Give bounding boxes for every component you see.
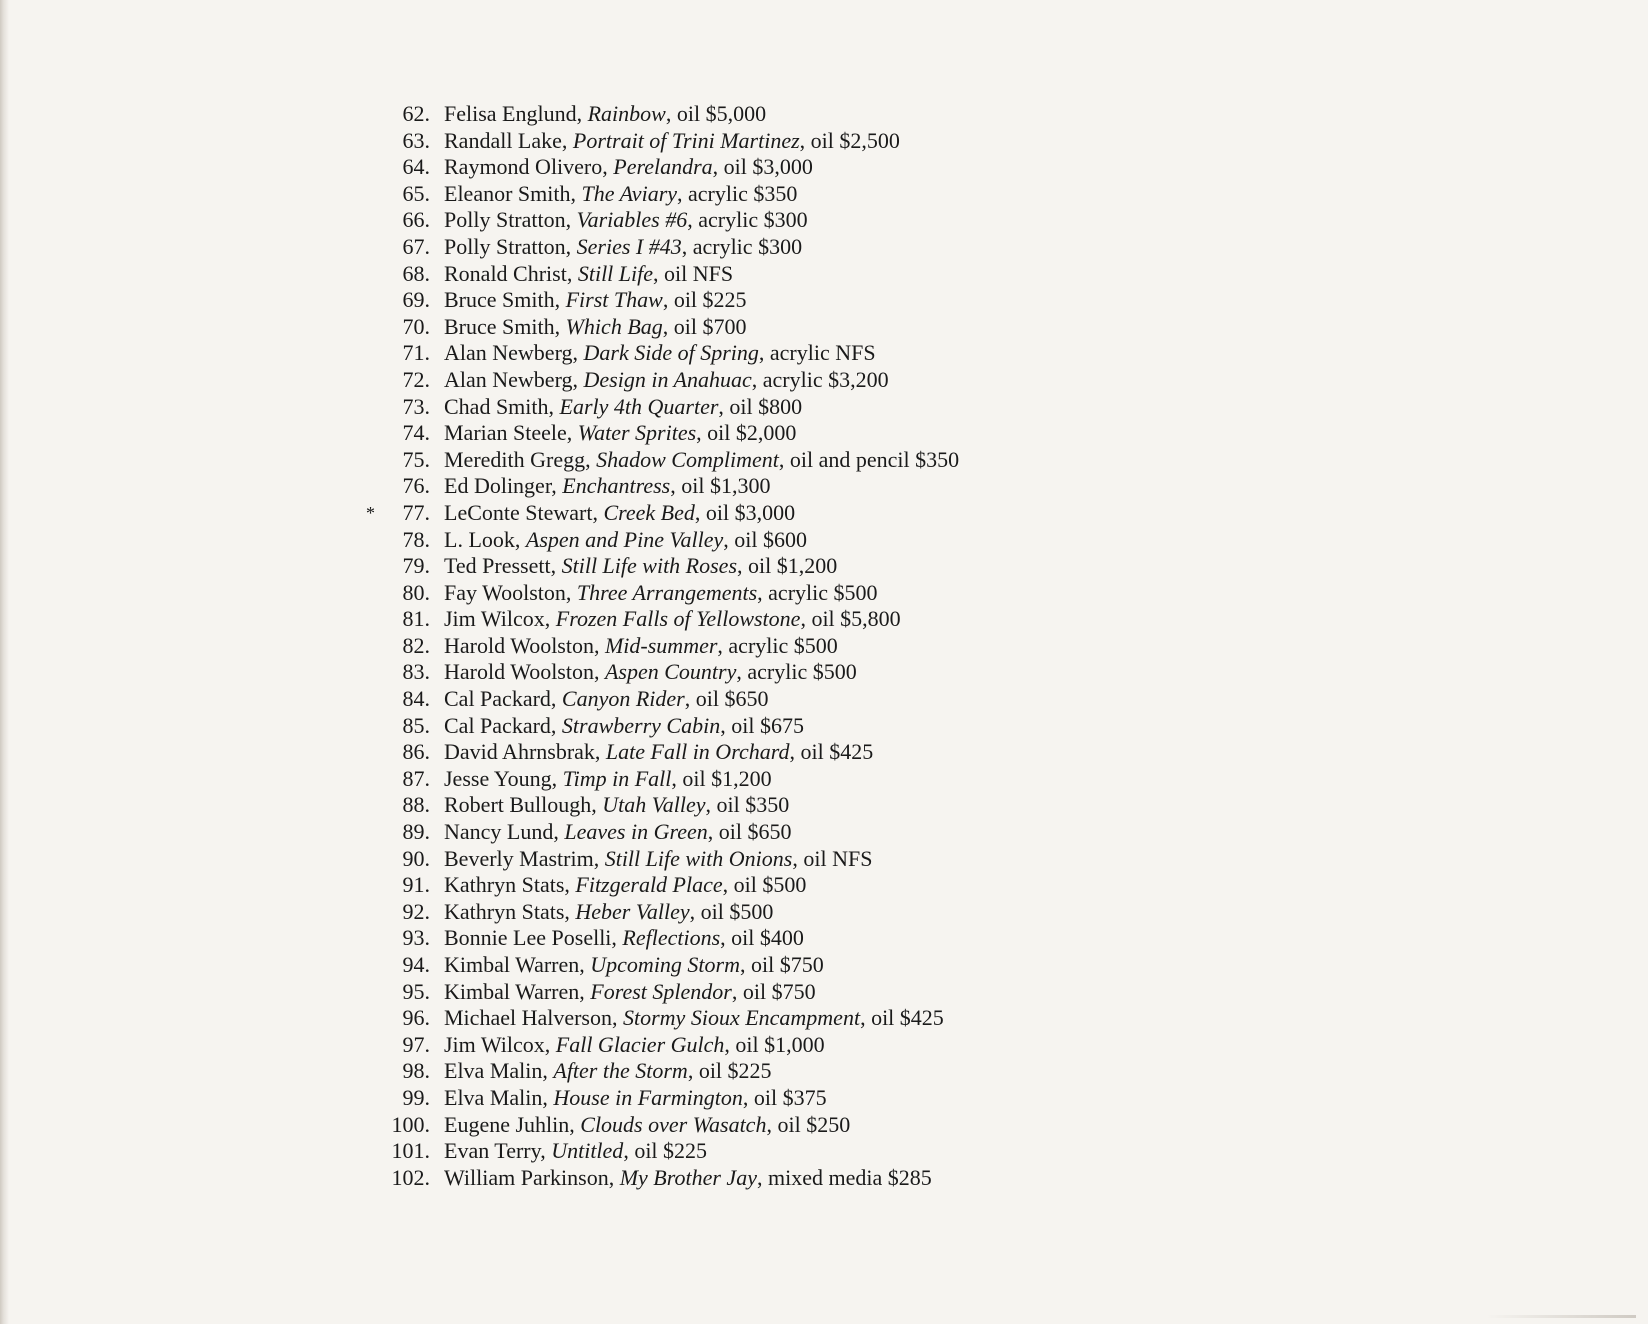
entry-title: Design in Anahuac xyxy=(583,366,752,392)
entry-price: $1,200 xyxy=(711,765,772,791)
entry-medium: oil xyxy=(800,739,824,765)
entry-title: Untitled xyxy=(551,1138,624,1164)
entry-price: $1,200 xyxy=(776,553,838,579)
entry-price: $3,200 xyxy=(828,366,889,392)
entry-price: $1,000 xyxy=(764,1031,825,1057)
entry-number: 66. xyxy=(402,207,430,233)
entry-artist: Meredith Gregg xyxy=(444,446,586,472)
entry-artist: Nancy Lund xyxy=(444,819,554,845)
entry-price: $425 xyxy=(829,739,874,765)
catalog-entry: 93. Bonnie Lee Poselli, Reflections, oil $400 xyxy=(380,925,1380,952)
entry-title: Series I #43 xyxy=(576,233,682,259)
entry-number: 96. xyxy=(402,1005,430,1031)
entry-title: Still Life xyxy=(577,260,654,286)
entry-medium: acrylic xyxy=(769,340,830,366)
entry-number: 63. xyxy=(402,127,430,153)
entry-price: $425 xyxy=(899,1005,944,1031)
catalog-entry: 64. Raymond Olivero, Perelandra, oil $3,000 xyxy=(380,154,1380,181)
entry-number: 94. xyxy=(402,952,430,977)
catalog-entry: 98. Elva Malin, After the Storm, oil $225 xyxy=(380,1058,1380,1085)
entry-price: $300 xyxy=(758,233,803,259)
entry-number: 87. xyxy=(402,765,430,791)
entry-title: Variables #6 xyxy=(576,207,688,233)
entry-artist: Eugene Juhlin xyxy=(444,1111,570,1137)
catalog-entry: 81. Jim Wilcox, Frozen Falls of Yellowstone, oil $5,800 xyxy=(380,606,1380,633)
entry-artist: Ted Pressett xyxy=(444,553,551,579)
entry-artist: L. Look xyxy=(444,526,515,552)
entry-medium: oil xyxy=(634,1138,658,1164)
entry-artist: Harold Woolston xyxy=(444,659,594,685)
entry-artist: Kimbal Warren xyxy=(444,952,580,977)
entry-price: $400 xyxy=(759,925,804,951)
entry-title: Timp in Fall xyxy=(562,765,672,791)
entry-artist: David Ahrnsbrak xyxy=(444,739,595,765)
entry-title: My Brother Jay xyxy=(619,1164,757,1190)
entry-artist: Ronald Christ xyxy=(444,260,567,286)
entry-title: Aspen and Pine Valley xyxy=(525,526,724,552)
entry-number: 100. xyxy=(391,1111,430,1137)
entry-price: $1,300 xyxy=(709,473,771,499)
entry-medium: oil xyxy=(716,792,740,818)
catalog-entry-list xyxy=(366,101,1380,1191)
entry-artist: Kimbal Warren xyxy=(444,978,580,1004)
entry-title: Water Sprites xyxy=(577,420,697,446)
entry-medium: oil and pencil xyxy=(789,446,910,472)
catalog-entry: 90. Beverly Mastrim, Still Life with Onions, oil NFS xyxy=(380,846,1380,873)
entry-artist: Cal Packard xyxy=(444,712,551,738)
catalog-entry: 78. L. Look, Aspen and Pine Valley, oil $600 xyxy=(380,527,1380,554)
entry-price: $375 xyxy=(782,1084,827,1110)
entry-number: 95. xyxy=(402,978,430,1004)
catalog-entry: 84. Cal Packard, Canyon Rider, oil $650 xyxy=(380,686,1380,713)
catalog-entry: 66. Polly Stratton, Variables #6, acrylic $300 xyxy=(380,207,1380,234)
catalog-entry: 68. Ronald Christ, Still Life, oil NFS xyxy=(380,261,1380,288)
catalog-entry: 82. Harold Woolston, Mid-summer, acrylic $500 xyxy=(380,633,1380,660)
catalog-entry: 76. Ed Dolinger, Enchantress, oil $1,300 xyxy=(380,473,1380,500)
entry-price: $250 xyxy=(806,1111,851,1137)
catalog-entry: 88. Robert Bullough, Utah Valley, oil $350 xyxy=(380,792,1380,819)
entry-medium: oil xyxy=(682,765,706,791)
entry-number: 75. xyxy=(402,446,430,472)
catalog-entry: 72. Alan Newberg, Design in Anahuac, acrylic $3,200 xyxy=(380,367,1380,394)
entry-title: Portrait of Trini Martinez xyxy=(572,127,800,153)
entry-number: 102. xyxy=(391,1164,430,1190)
entry-artist: Beverly Mastrim xyxy=(444,845,594,871)
page-binding-edge xyxy=(0,0,9,1324)
entry-medium: oil xyxy=(871,1005,895,1031)
entry-price: $650 xyxy=(724,686,769,712)
entry-number: 89. xyxy=(402,819,430,845)
entry-price: $225 xyxy=(727,1058,772,1084)
entry-title: Still Life with Roses xyxy=(561,553,738,579)
entry-title: Canyon Rider xyxy=(561,686,685,712)
entry-number: 84. xyxy=(402,686,430,712)
entry-medium: oil xyxy=(681,473,705,499)
entry-title: Three Arrangements xyxy=(576,579,758,605)
catalog-entry: 83. Harold Woolston, Aspen Country, acrylic $500 xyxy=(380,659,1380,686)
entry-number: 64. xyxy=(402,154,430,180)
entry-artist: LeConte Stewart xyxy=(444,499,593,525)
entry-medium: oil xyxy=(695,686,719,712)
entry-artist: Jesse Young xyxy=(444,765,552,791)
entry-price: $500 xyxy=(793,632,838,658)
entry-artist: Fay Woolston xyxy=(444,579,566,605)
catalog-entry: 71. Alan Newberg, Dark Side of Spring, acrylic NFS xyxy=(380,340,1380,367)
entry-artist: Felisa Englund xyxy=(444,101,577,126)
entry-number: 97. xyxy=(402,1031,430,1057)
entry-medium: oil xyxy=(751,952,775,977)
entry-price: $350 xyxy=(753,180,798,206)
entry-artist: Cal Packard xyxy=(444,686,551,712)
entry-title: Forest Splendor xyxy=(590,978,732,1004)
entry-medium: oil xyxy=(731,925,755,951)
entry-price: $500 xyxy=(833,579,878,605)
entry-number: 90. xyxy=(402,845,430,871)
entry-price: $700 xyxy=(702,313,747,339)
entry-price: $2,500 xyxy=(839,127,900,153)
entry-price: $750 xyxy=(779,952,824,977)
entry-price: NFS xyxy=(832,845,873,871)
entry-title: Upcoming Storm xyxy=(590,952,740,977)
catalog-entry: 74. Marian Steele, Water Sprites, oil $2,000 xyxy=(380,420,1380,447)
catalog-entry: 100. Eugene Juhlin, Clouds over Wasatch, oil $250 xyxy=(380,1112,1380,1139)
entry-price: $500 xyxy=(729,898,774,924)
entry-number: 93. xyxy=(402,925,430,951)
entry-medium: oil xyxy=(753,1084,778,1110)
entry-artist: Harold Woolston xyxy=(444,632,594,658)
catalog-entry: 70. Bruce Smith, Which Bag, oil $700 xyxy=(380,314,1380,341)
entry-price: $675 xyxy=(759,712,804,738)
catalog-entry: 62. Felisa Englund, Rainbow, oil $5,000 xyxy=(380,101,1380,128)
catalog-entry: 79. Ted Pressett, Still Life with Roses, oil $1,200 xyxy=(380,553,1380,580)
entry-number: 88. xyxy=(402,792,430,818)
entry-title: Stormy Sioux Encampment xyxy=(623,1005,861,1031)
entry-artist: Kathryn Stats xyxy=(444,872,565,898)
entry-medium: oil xyxy=(700,898,724,924)
entry-medium: oil xyxy=(803,845,827,871)
catalog-entry: 87. Jesse Young, Timp in Fall, oil $1,200 xyxy=(380,766,1380,793)
entry-number: 73. xyxy=(402,393,430,419)
catalog-entry: 73. Chad Smith, Early 4th Quarter, oil $800 xyxy=(380,394,1380,421)
entry-title: Early 4th Quarter xyxy=(559,393,719,419)
entry-price: NFS xyxy=(835,340,876,366)
entry-medium: oil xyxy=(664,260,688,286)
catalog-entry: 67. Polly Stratton, Series I #43, acrylic $300 xyxy=(380,234,1380,261)
entry-artist: Michael Halverson xyxy=(444,1005,612,1031)
entry-asterisk-marker: * xyxy=(366,502,375,523)
entry-title: Perelandra xyxy=(613,154,713,180)
entry-title: The Aviary xyxy=(581,180,678,206)
entry-medium: acrylic xyxy=(692,233,753,259)
entry-medium: acrylic xyxy=(747,659,808,685)
entry-price: $3,000 xyxy=(752,154,813,180)
entry-artist: Polly Stratton xyxy=(444,233,566,259)
entry-artist: Marian Steele xyxy=(444,420,567,446)
catalog-entry: 69. Bruce Smith, First Thaw, oil $225 xyxy=(380,287,1380,314)
entry-title: Dark Side of Spring xyxy=(583,340,759,366)
entry-number: 78. xyxy=(402,526,430,552)
entry-number: 74. xyxy=(402,420,430,446)
entry-artist: Elva Malin xyxy=(444,1084,543,1110)
entry-price: $5,800 xyxy=(840,606,901,632)
entry-artist: Bonnie Lee Poselli xyxy=(444,925,612,951)
catalog-entry: 63. Randall Lake, Portrait of Trini Martinez, oil $2,500 xyxy=(380,128,1380,155)
entry-title: Mid-summer xyxy=(604,632,718,658)
entry-number: 83. xyxy=(402,659,430,685)
entry-medium: oil xyxy=(676,101,701,126)
entry-price: $350 xyxy=(915,446,960,472)
entry-number: 80. xyxy=(402,579,430,605)
entry-artist: Kathryn Stats xyxy=(444,898,565,924)
entry-title: First Thaw xyxy=(565,287,663,313)
entry-artist: Evan Terry xyxy=(444,1138,541,1164)
entry-title: Fall Glacier Gulch xyxy=(555,1031,725,1057)
entry-medium: acrylic xyxy=(728,632,789,658)
entry-number: 77. xyxy=(402,499,430,525)
entry-medium: oil xyxy=(810,127,834,153)
entry-artist: Ed Dolinger xyxy=(444,473,552,499)
catalog-entry: 80. Fay Woolston, Three Arrangements, acrylic $500 xyxy=(380,580,1380,607)
entry-medium: oil xyxy=(748,553,772,579)
entry-number: 79. xyxy=(402,553,430,579)
entry-number: 81. xyxy=(402,606,430,632)
entry-medium: oil xyxy=(742,978,767,1004)
entry-artist: Alan Newberg xyxy=(444,366,573,392)
entry-price: $350 xyxy=(745,792,790,818)
entry-title: Heber Valley xyxy=(575,898,690,924)
entry-price: $2,000 xyxy=(735,420,797,446)
entry-price: $600 xyxy=(762,526,807,552)
catalog-entry: 94. Kimbal Warren, Upcoming Storm, oil $750 xyxy=(380,952,1380,979)
entry-artist: Bruce Smith xyxy=(444,313,555,339)
entry-number: 69. xyxy=(402,287,430,313)
entry-medium: oil xyxy=(733,872,757,898)
catalog-entry: 86. David Ahrnsbrak, Late Fall in Orchard, oil $425 xyxy=(380,739,1380,766)
entry-number: 62. xyxy=(402,101,430,126)
catalog-entry: 102. William Parkinson, My Brother Jay, mixed media $285 xyxy=(380,1165,1380,1192)
entry-title: Frozen Falls of Yellowstone xyxy=(555,606,801,632)
catalog-entry: 75. Meredith Gregg, Shadow Compliment, oil and pencil $350 xyxy=(380,447,1380,474)
catalog-entry: 95. Kimbal Warren, Forest Splendor, oil $750 xyxy=(380,979,1380,1006)
entry-number: 82. xyxy=(402,632,430,658)
entry-price: $650 xyxy=(747,819,792,845)
catalog-entry: 97. Jim Wilcox, Fall Glacier Gulch, oil $1,000 xyxy=(380,1032,1380,1059)
entry-medium: oil xyxy=(723,154,747,180)
entry-title: Enchantress xyxy=(562,473,671,499)
entry-artist: Alan Newberg xyxy=(444,340,573,366)
catalog-entry: 85. Cal Packard, Strawberry Cabin, oil $675 xyxy=(380,713,1380,740)
entry-price: $285 xyxy=(887,1164,932,1190)
entry-price: $300 xyxy=(763,207,808,233)
entry-medium: oil xyxy=(811,606,835,632)
entry-number: 98. xyxy=(402,1058,430,1084)
entry-title: Reflections xyxy=(622,925,721,951)
catalog-entry: * 77. LeConte Stewart, Creek Bed, oil $3,000 xyxy=(366,499,796,525)
entry-title: Aspen Country xyxy=(604,659,737,685)
entry-title: Leaves in Green xyxy=(564,819,708,845)
entry-medium: acrylic xyxy=(762,366,823,392)
entry-title: Clouds over Wasatch xyxy=(580,1111,767,1137)
entry-number: 85. xyxy=(402,712,430,738)
catalog-entry: 99. Elva Malin, House in Farmington, oil $375 xyxy=(380,1085,1380,1112)
entry-medium: oil xyxy=(729,393,753,419)
entry-artist: Jim Wilcox xyxy=(444,606,545,632)
entry-artist: Randall Lake xyxy=(444,127,562,153)
entry-number: 70. xyxy=(402,313,430,339)
entry-price: $3,000 xyxy=(734,499,796,525)
entry-title: Creek Bed xyxy=(603,499,695,525)
catalog-entry: 96. Michael Halverson, Stormy Sioux Encampment, oil $425 xyxy=(380,1005,1380,1032)
entry-number: 72. xyxy=(402,366,430,392)
entry-artist: Polly Stratton xyxy=(444,207,566,233)
entry-medium: oil xyxy=(731,712,755,738)
entry-medium: oil xyxy=(735,1031,759,1057)
entry-title: Fitzgerald Place xyxy=(575,872,723,898)
entry-number: 71. xyxy=(402,340,430,366)
entry-medium: oil xyxy=(734,526,758,552)
entry-number: 92. xyxy=(402,898,430,924)
catalog-entry: 91. Kathryn Stats, Fitzgerald Place, oil $500 xyxy=(380,872,1380,899)
entry-title: Late Fall in Orchard xyxy=(605,739,790,765)
page-corner-smudge xyxy=(1486,1315,1636,1318)
entry-price: NFS xyxy=(692,260,734,286)
entry-medium: oil xyxy=(698,1058,723,1084)
entry-artist: Chad Smith xyxy=(444,393,549,419)
entry-number: 67. xyxy=(402,233,430,259)
entry-artist: Bruce Smith xyxy=(444,287,555,313)
catalog-entry: 92. Kathryn Stats, Heber Valley, oil $500 xyxy=(380,899,1380,926)
catalog-entry: 65. Eleanor Smith, The Aviary, acrylic $350 xyxy=(380,181,1380,208)
entry-price: $5,000 xyxy=(705,101,767,126)
catalog-entry: 101. Evan Terry, Untitled, oil $225 xyxy=(380,1138,1380,1165)
entry-medium: oil xyxy=(718,819,742,845)
entry-medium: mixed media xyxy=(767,1164,883,1190)
entry-number: 101. xyxy=(391,1138,430,1164)
entry-artist: Elva Malin xyxy=(444,1058,543,1084)
entry-title: Rainbow xyxy=(587,101,666,126)
entry-artist: Jim Wilcox xyxy=(444,1031,545,1057)
entry-price: $500 xyxy=(762,872,807,898)
entry-number: 86. xyxy=(402,739,430,765)
entry-price: $225 xyxy=(702,287,747,313)
entry-title: Shadow Compliment xyxy=(596,446,779,472)
entry-number: 99. xyxy=(402,1084,430,1110)
entry-number: 76. xyxy=(402,473,430,499)
entry-artist: Robert Bullough xyxy=(444,792,592,818)
entry-medium: acrylic xyxy=(688,180,748,206)
entry-medium: acrylic xyxy=(698,207,759,233)
entry-title: Strawberry Cabin xyxy=(561,712,721,738)
entry-medium: oil xyxy=(777,1111,801,1137)
catalog-entry: 89. Nancy Lund, Leaves in Green, oil $650 xyxy=(380,819,1380,846)
entry-artist: William Parkinson xyxy=(444,1164,609,1190)
entry-medium: oil xyxy=(705,499,730,525)
entry-title: Still Life with Onions xyxy=(604,845,793,871)
entry-price: $225 xyxy=(663,1138,708,1164)
entry-title: House in Farmington xyxy=(553,1084,743,1110)
entry-medium: oil xyxy=(673,287,698,313)
entry-price: $800 xyxy=(758,393,803,419)
entry-artist: Eleanor Smith xyxy=(444,180,571,206)
entry-title: Utah Valley xyxy=(602,792,706,818)
entry-medium: oil xyxy=(707,420,731,446)
entry-number: 91. xyxy=(402,872,430,898)
entry-number: 65. xyxy=(402,180,430,206)
entry-medium: oil xyxy=(673,313,697,339)
entry-artist: Raymond Olivero xyxy=(444,154,603,180)
entry-price: $750 xyxy=(771,978,816,1004)
entry-number: 68. xyxy=(402,260,430,286)
entry-medium: acrylic xyxy=(768,579,829,605)
entry-title: After the Storm xyxy=(553,1058,688,1084)
entry-price: $500 xyxy=(812,659,857,685)
entry-title: Which Bag xyxy=(565,313,663,339)
